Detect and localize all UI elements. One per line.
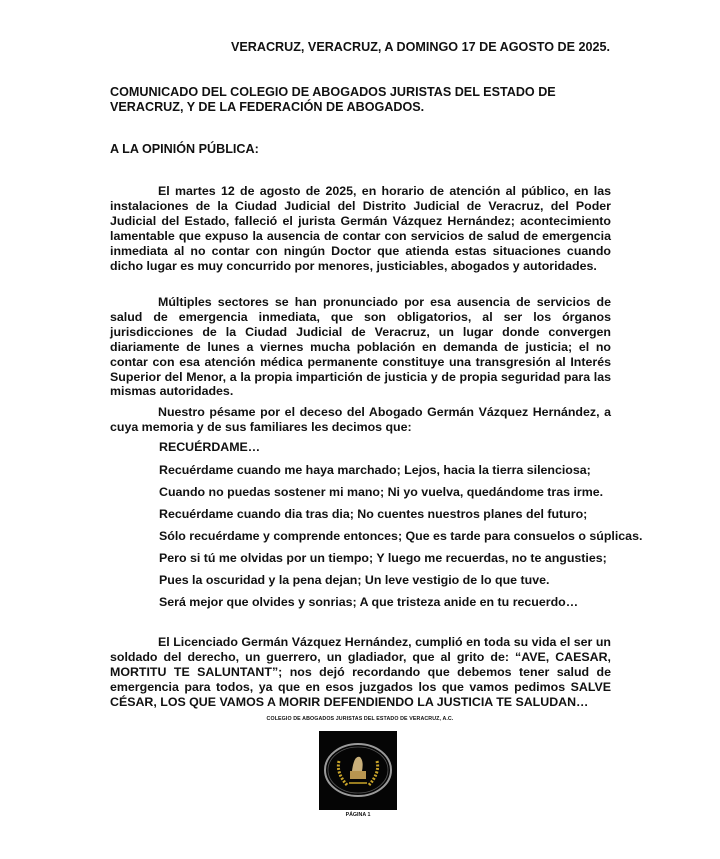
paragraph-3: Nuestro pésame por el deceso del Abogado Germán Vázquez Hernández, a cuya memoria y de sus familiares les decimos que:: [110, 405, 611, 434]
poem-line: Recuérdame cuando me haya marchado; Lejos, hacia la tierra silenciosa;: [159, 463, 591, 477]
paragraph-2: Múltiples sectores se han pronunciado por esa ausencia de servicios de salud de emergencia inmediata, que son obligatorios, al ser los órganos jurisdicciones de la Ciudad Judicial de Veracruz, un lugar donde convergen diariamente de lunes a viernes mucha población en demanda de justicia; el no contar con esa atención médica permanente constituye una transgresión al Interés Superior del Menor, a la propia impartición de justicia y de propia seguridad para las mismas autoridades.: [110, 295, 611, 399]
poem-line: Recuérdame cuando dia tras dia; No cuentes nuestros planes del futuro;: [159, 507, 588, 521]
document-heading: COMUNICADO DEL COLEGIO DE ABOGADOS JURISTAS DEL ESTADO DE VERACRUZ, Y DE LA FEDERACIÓN DE ABOGADOS.: [110, 85, 556, 114]
salutation: A LA OPINIÓN PÚBLICA:: [110, 142, 259, 156]
poem-line: Sólo recuérdame y comprende entonces; Que es tarde para consuelos o súplicas.: [159, 529, 643, 543]
poem-line: Será mejor que olvides y sonrias; A que tristeza anide en tu recuerdo…: [159, 595, 579, 609]
date-line: VERACRUZ, VERACRUZ, A DOMINGO 17 DE AGOSTO DE 2025.: [230, 40, 610, 54]
page-number: PÁGINA 1: [345, 812, 371, 818]
footer-organization: COLEGIO DE ABOGADOS JURISTAS DEL ESTADO DE VERACRUZ, A.C.: [266, 716, 454, 722]
poem-line: Cuando no puedas sostener mi mano; Ni yo vuelva, quedándome tras irme.: [159, 485, 604, 499]
poem-line: Pero si tú me olvidas por un tiempo; Y luego me recuerdas, no te angusties;: [159, 551, 607, 565]
poem-line: Pues la oscuridad y la pena dejan; Un leve vestigio de lo que tuve.: [159, 573, 550, 587]
seal-emblem-icon: [319, 731, 397, 810]
paragraph-1: El martes 12 de agosto de 2025, en horario de atención al público, en las instalaciones de la Ciudad Judicial del Distrito Judicial de Veracruz, del Poder Judicial del Estado, falleció el jurista Germán Vázquez Hernández; acontecimiento lamentable que expuso la ausencia de contar con servicios de salud de emergencia inmediata al no contar con ningún Doctor que atienda estas situaciones cuando dicho lugar es muy concurrido por menores, justiciables, abogados y autoridades.: [110, 184, 611, 273]
paragraph-4: El Licenciado Germán Vázquez Hernández, cumplió en toda su vida el ser un soldado del derecho, un guerrero, un gladiador, que al grito de: “AVE, CAESAR, MORTITU TE SALUNTANT”; nos dejó recordando que debemos tener salud de emergencia para todos, ya que en esos juzgados los que vamos pedimos SALVE CÉSAR, LOS QUE VAMOS A MORIR DEFENDIENDO LA JUSTICIA TE SALUDAN…: [110, 635, 611, 709]
poem-title: RECUÉRDAME…: [159, 440, 261, 454]
seal-logo: [319, 731, 397, 810]
